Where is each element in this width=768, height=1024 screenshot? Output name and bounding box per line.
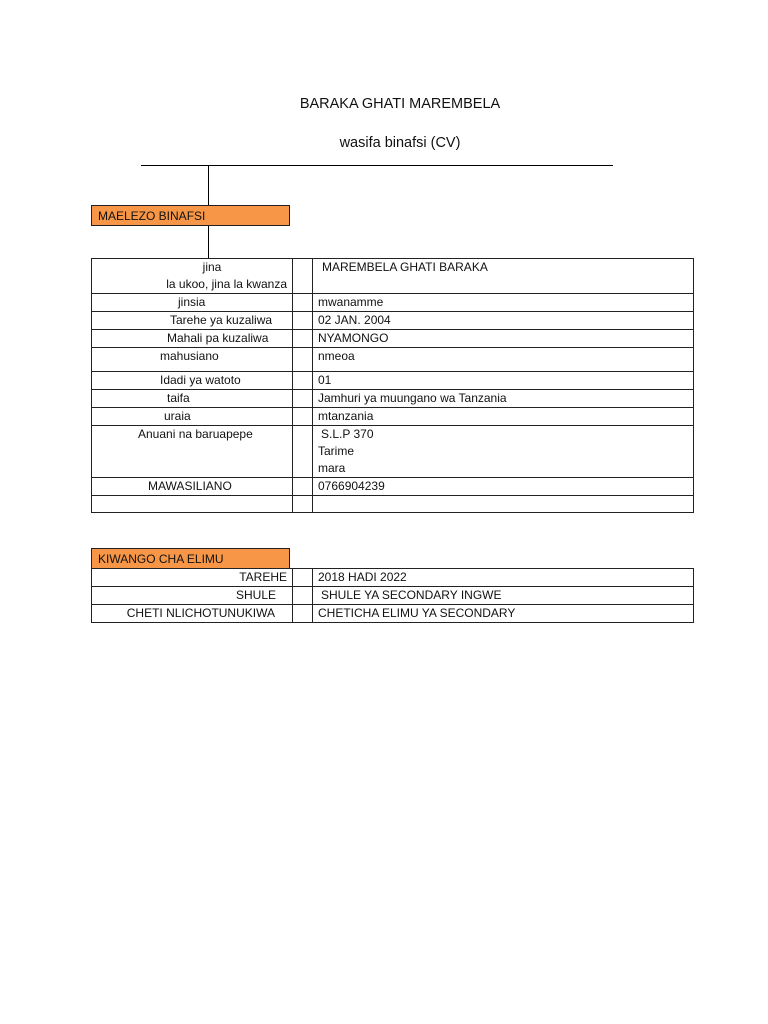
table-row bbox=[92, 330, 694, 348]
spacer-cell bbox=[293, 294, 313, 312]
connector-line-top bbox=[208, 165, 209, 205]
row-label: jinsia bbox=[92, 294, 293, 312]
empty-cell bbox=[92, 496, 293, 513]
row-label: taifa bbox=[92, 390, 293, 408]
education-section-heading: KIWANGO CHA ELIMU bbox=[91, 548, 290, 569]
phone-value: 0766904239 bbox=[313, 478, 694, 496]
spacer-cell bbox=[293, 569, 313, 587]
school-name: SHULE YA SECONDARY INGWE bbox=[321, 588, 502, 602]
certificate-value: CHETICHA ELIMU YA SECONDARY bbox=[313, 605, 694, 623]
row-label: uraia bbox=[92, 408, 293, 426]
children-count-value: 01 bbox=[313, 372, 694, 390]
spacer-cell bbox=[293, 372, 313, 390]
gender-value: mwanamme bbox=[313, 294, 694, 312]
row-label: Anuani na baruapepe bbox=[92, 426, 293, 478]
spacer-cell bbox=[293, 587, 313, 605]
spacer-cell bbox=[293, 408, 313, 426]
empty-cell bbox=[313, 496, 694, 513]
row-label: MAWASILIANO bbox=[92, 478, 293, 496]
name-sublabel: la ukoo, jina la kwanza bbox=[166, 277, 287, 291]
school-value bbox=[313, 587, 694, 605]
table-row bbox=[92, 478, 694, 496]
row-label: Tarehe ya kuzaliwa bbox=[92, 312, 293, 330]
education-table bbox=[91, 568, 694, 623]
table-row bbox=[92, 312, 694, 330]
table-row bbox=[92, 569, 694, 587]
spacer-cell bbox=[293, 259, 313, 294]
table-row bbox=[92, 605, 694, 623]
table-row bbox=[92, 348, 694, 372]
row-label: Idadi ya watoto bbox=[92, 372, 293, 390]
full-name-value: MAREMBELA GHATI BARAKA bbox=[322, 260, 488, 274]
row-value bbox=[313, 259, 694, 294]
spacer-cell bbox=[293, 348, 313, 372]
table-row bbox=[92, 372, 694, 390]
cv-name: BARAKA GHATI MAREMBELA bbox=[299, 96, 501, 112]
spacer-cell bbox=[293, 478, 313, 496]
name-label: jina bbox=[202, 260, 222, 274]
personal-section-heading: MAELEZO BINAFSI bbox=[91, 205, 290, 226]
row-label: mahusiano bbox=[92, 348, 293, 372]
row-label: Mahali pa kuzaliwa bbox=[92, 330, 293, 348]
row-label bbox=[92, 259, 293, 294]
address-region: mara bbox=[318, 461, 346, 475]
spacer-cell bbox=[293, 390, 313, 408]
spacer-cell bbox=[293, 605, 313, 623]
table-row-empty bbox=[92, 496, 694, 513]
row-label: CHETI NLICHOTUNUKIWA bbox=[92, 605, 293, 623]
row-label: SHULE bbox=[92, 587, 293, 605]
address-po-box: S.L.P 370 bbox=[321, 427, 374, 441]
spacer-cell bbox=[293, 496, 313, 513]
table-row bbox=[92, 259, 694, 294]
citizenship-value: mtanzania bbox=[313, 408, 694, 426]
spacer-cell bbox=[293, 330, 313, 348]
table-row bbox=[92, 294, 694, 312]
address-town: Tarime bbox=[318, 444, 355, 458]
table-row bbox=[92, 587, 694, 605]
spacer-cell bbox=[293, 312, 313, 330]
personal-details-table bbox=[91, 258, 694, 513]
address-value bbox=[313, 426, 694, 478]
education-dates-value: 2018 HADI 2022 bbox=[313, 569, 694, 587]
marital-status-value: nmeoa bbox=[313, 348, 694, 372]
cv-subtitle: wasifa binafsi (CV) bbox=[339, 135, 461, 151]
birth-place-value: NYAMONGO bbox=[313, 330, 694, 348]
header-divider bbox=[141, 165, 613, 166]
table-row bbox=[92, 426, 694, 478]
table-row bbox=[92, 408, 694, 426]
row-label: TAREHE bbox=[92, 569, 293, 587]
nationality-value: Jamhuri ya muungano wa Tanzania bbox=[313, 390, 694, 408]
birth-date-value: 02 JAN. 2004 bbox=[313, 312, 694, 330]
connector-line-bottom bbox=[208, 225, 209, 259]
spacer-cell bbox=[293, 426, 313, 478]
table-row bbox=[92, 390, 694, 408]
